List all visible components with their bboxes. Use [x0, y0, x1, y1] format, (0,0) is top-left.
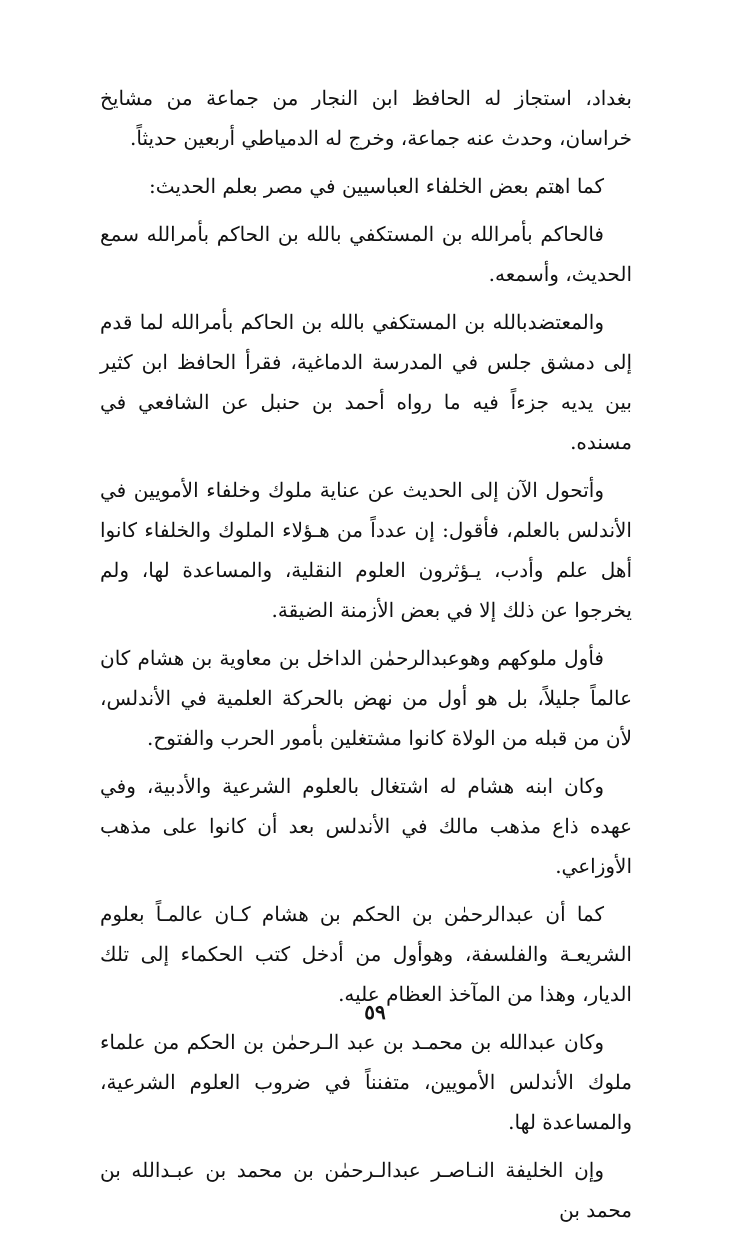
- paragraph-5: وأتحول الآن إلى الحديث عن عناية ملوك وخلفاء الأمويين في الأندلس بالعلم، فأقول: إن عدداً من هـؤلاء الملوك والخلفاء كانوا أهل علم وأدب، يـؤثرون العلوم النقلية، والمساعدة لها، ولم يخرجوا عن ذلك إلا في بعض الأزمنة الضيقة.: [100, 478, 632, 622]
- paragraph-8: كما أن عبدالرحمٰن بن الحكم بن هشام كـان عالمـاً بعلوم الشريعـة والفلسفة، وهوأول من أدخل كتب الحكماء إلى تلك الديار، وهذا من المآخذ العظام عليه.: [100, 902, 632, 1006]
- paragraph-4: والمعتضدبالله بن المستكفي بالله بن الحاكم بأمرالله لما قدم إلى دمشق جلس في المدرسة الدماغية، فقرأ الحافظ ابن كثير بين يديه جزءاً فيه ما رواه أحمد بن حنبل عن الشافعي في مسنده.: [100, 310, 632, 454]
- page-number: ٥٩: [364, 1000, 386, 1024]
- paragraph-10: وإن الخليفة النـاصـر عبدالـرحمٰن بن محمد بن عبـدالله بن محمد بن: [100, 1158, 632, 1222]
- page-body: [100, 78, 632, 1238]
- paragraph-3: فالحاكم بأمرالله بن المستكفي بالله بن الحاكم بأمرالله سمع الحديث، وأسمعه.: [100, 222, 632, 286]
- paragraph-7: وكان ابنه هشام له اشتغال بالعلوم الشرعية والأدبية، وفي عهده ذاع مذهب مالك في الأندلس بعد أن كانوا على مذهب الأوزاعي.: [100, 774, 633, 878]
- paragraph-2: كما اهتم بعض الخلفاء العباسيين في مصر بعلم الحديث:: [149, 174, 604, 198]
- paragraph-1: بغداد، استجاز له الحافظ ابن النجار من جماعة من مشايخ خراسان، وحدث عنه جماعة، وخرج له الدمياطي أربعين حديثاً.: [100, 86, 632, 150]
- paragraph-9: وكان عبدالله بن محمـد بن عبد الـرحمٰن بن الحكم من علماء ملوك الأندلس الأمويين، متفنناً في ضروب العلوم الشرعية، والمساعدة لها.: [100, 1030, 632, 1134]
- paragraph-6: فأول ملوكهم وهوعبدالرحمٰن الداخل بن معاوية بن هشام كان عالماً جليلاً، بل هو أول من نهض بالحركة العلمية في الأندلس، لأن من قبله من الولاة كانوا مشتغلين بأمور الحرب والفتوح.: [100, 646, 632, 750]
